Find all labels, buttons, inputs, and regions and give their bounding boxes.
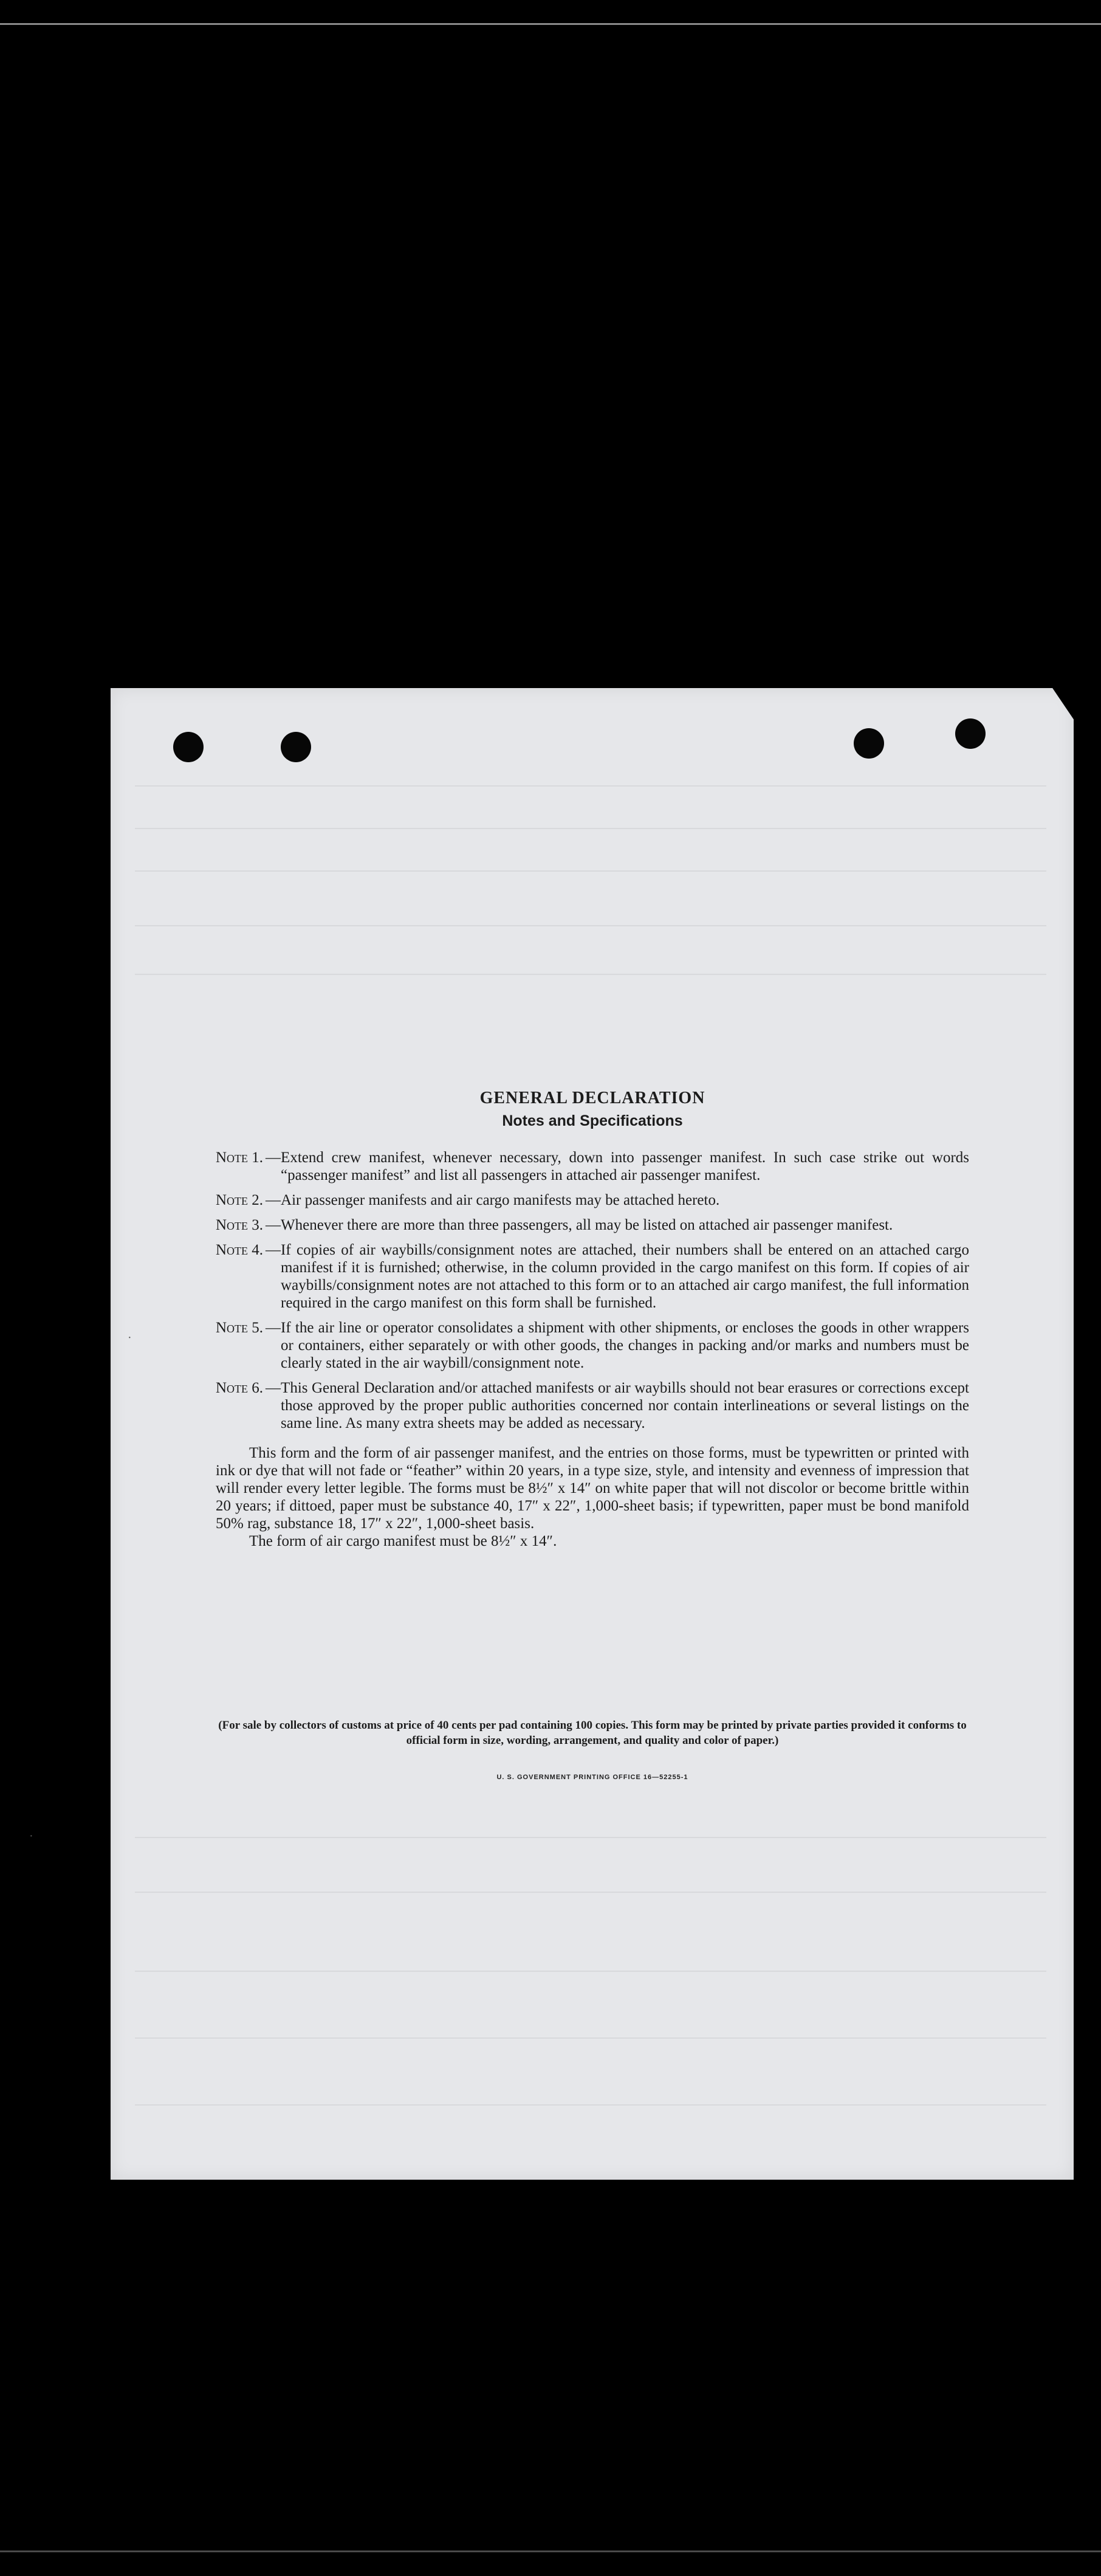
show-through-line [135,2104,1046,2106]
note-text: Whenever there are more than three passengers, all may be listed on attached air passenger manifest. [281,1217,893,1233]
punch-hole [173,732,204,762]
note-text: Extend crew manifest, whenever necessary, down into passenger manifest. In such case strike out words “passenger manifest” and list all passengers in attached air passenger manifest. [281,1149,969,1183]
note-label: Note 1. [216,1149,264,1166]
note-text: If the air line or operator consolidates a shipment with other shipments, or encloses the goods in other wrappers or containers, either separately or with other goods, the changes in packing and/or marks and numbers must be clearly stated in the air waybill/consignment note. [281,1320,969,1371]
note-text: Air passenger manifests and air cargo manifests may be attached hereto. [281,1192,720,1208]
note-1 [216,1149,969,1184]
scan-speck: · [29,1830,33,1843]
note-6 [216,1379,969,1432]
printer-imprint: U. S. GOVERNMENT PRINTING OFFICE 16—52255-1 [496,1774,688,1781]
note-dash: — [266,1192,281,1208]
note-label: Note 4. [216,1242,264,1258]
note-dash: — [266,1380,281,1396]
show-through-line [135,785,1046,787]
note-5 [216,1319,969,1372]
punch-hole [955,718,986,749]
note-label: Note 6. [216,1380,264,1396]
note-text: If copies of air waybills/consignment notes are attached, their numbers shall be entered on an attached cargo manifest if it is furnished; otherwise, in the column provided in the cargo manifest on this form. If copies of air waybills/consignment notes are not attached to this form or to an attached air cargo manifest, the full information required in the cargo manifest on this form shall be furnished. [281,1242,969,1311]
note-2 [216,1191,969,1209]
show-through-line [135,1837,1046,1838]
document-title: GENERAL DECLARATION [479,1089,705,1107]
note-3 [216,1216,969,1234]
punch-hole [854,728,884,759]
note-label: Note 5. [216,1320,264,1336]
show-through-line [135,828,1046,829]
note-4 [216,1241,969,1312]
show-through-line [135,1892,1046,1893]
note-dash: — [266,1149,281,1166]
note-text: This General Declaration and/or attached manifests or air waybills should not bear erasures or corrections except those approved by the proper public authorities concerned nor contain interlineations or several listings on the same line. As many extra sheets may be added as necessary. [281,1380,969,1431]
cargo-manifest-size: The form of air cargo manifest must be 8½″ x 14″. [249,1533,557,1549]
specifications-block [216,1444,969,1550]
note-dash: — [266,1320,281,1336]
sale-notice: (For sale by collectors of customs at price of 40 cents per pad containing 100 copies. This form may be printed by private parties provided it conforms to official form in size, wording, arrangement, and quality and color of paper.) [218,1719,967,1747]
note-dash: — [266,1242,281,1258]
note-label: Note 3. [216,1217,264,1233]
show-through-line [135,2037,1046,2039]
show-through-line [135,974,1046,975]
show-through-line [135,870,1046,872]
punch-hole [281,732,311,762]
show-through-line [135,1971,1046,1972]
note-dash: — [266,1217,281,1233]
declaration-notes [216,1088,969,1550]
bottom-scan-edge [0,2550,1101,2552]
top-scan-edge [0,23,1101,25]
specifications-paragraph: This form and the form of air passenger manifest, and the entries on those forms, must be typewritten or printed with ink or dye that will not fade or “feather” within 20 years, in a type size, style, and intensity and evenness of impression that will render every letter legible. The forms must be 8½″ x 14″ on white paper that will not discolor or become brittle within 20 years; if dittoed, paper must be substance 40, 17″ x 22″, 1,000-sheet basis; if typewritten, paper must be bond manifold 50% rag, substance 18, 17″ x 22″, 1,000-sheet basis. [216,1445,969,1532]
show-through-line [135,925,1046,926]
note-label: Note 2. [216,1192,264,1208]
scan-speck: · [128,1331,132,1345]
document-subtitle: Notes and Specifications [502,1112,683,1129]
